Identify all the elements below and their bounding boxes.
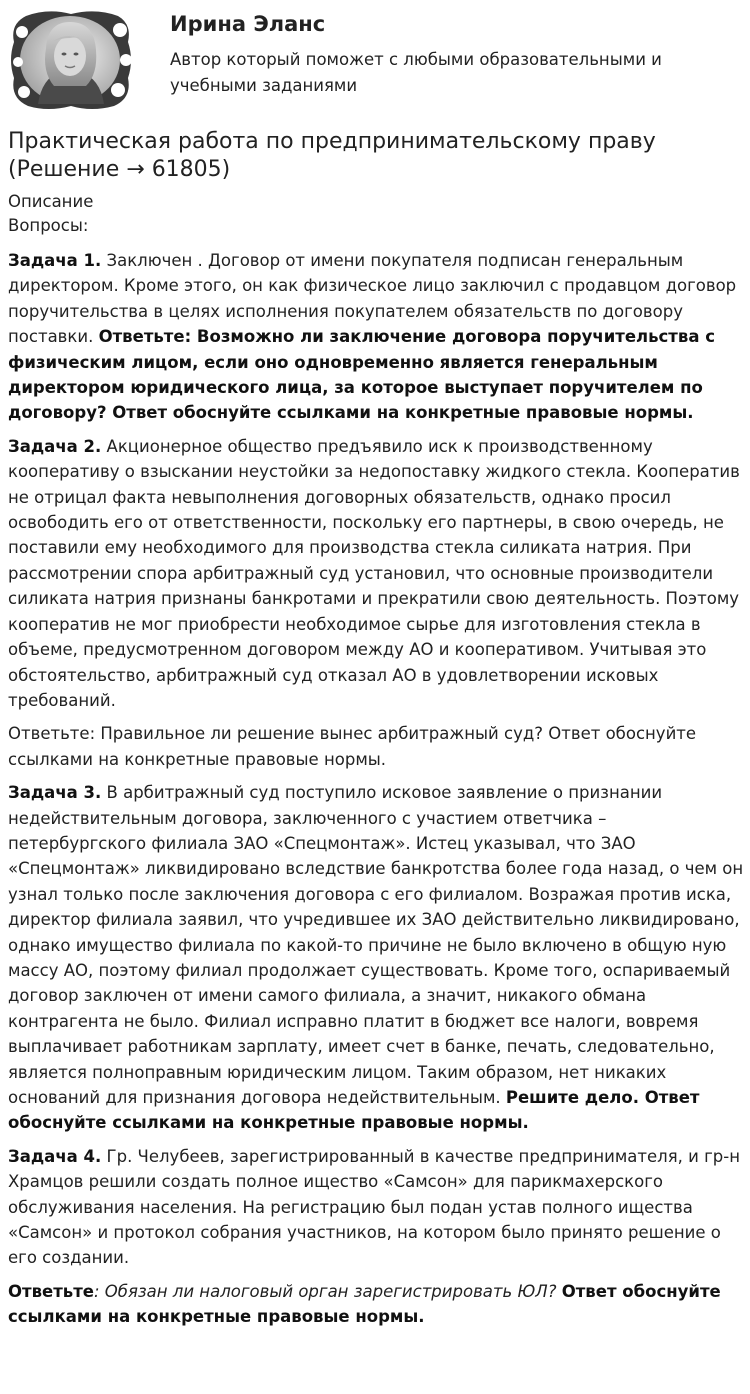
task-1-text: Заключен . Договор от имени покупателя подписан генеральным директором. Кроме этого, он как физическое лицо заключил с продавцом договор поручительства в целях исполнения покупателем обязательств по договору поставки. [8,251,737,347]
task-3 [8,780,744,1136]
task-2-question: Ответьте: Правильное ли решение вынес арбитражный суд? Ответ обоснуйте ссылками на конкретные правовые нормы. [8,724,697,769]
task-3-question: Решите дело. Ответ обоснуйте ссылками на конкретные правовые нормы. [8,1088,700,1133]
questions-label: Вопросы: [8,216,89,235]
task-4-text: Гр. Челубеев, зарегистрированный в качестве предпринимателя, и гр-н Храмцов решили создать полное ищество «Самсон» для парикмахерского обслуживания населения. На регистрацию был подан устав полного ищества «Самсон» и протокол собрания участников, на котором было принято решение о его создании. [8,1146,740,1268]
task-4-label: Задача 4. [8,1146,102,1166]
task-1-label: Задача 1. [8,251,102,270]
task-3-label: Задача 3. [8,783,102,803]
task-4-question-tail: Ответ обоснуйте ссылками на конкретные правовые нормы. [8,1281,721,1327]
task-1-question: Ответьте: Возможно ли заключение договора поручительства с физическим лицом, если оно одновременно является генеральным директором юридического лица, за которое выступает поручителем по договору? Ответ обоснуйте ссылками на конкретные правовые нормы. [8,327,715,423]
task-4 [8,1144,744,1271]
task-4-question-label: Ответьте [8,1281,94,1301]
task-4-question-italic: : Обязан ли налоговый орган зарегистрировать ЮЛ? [93,1281,562,1301]
document-title: Практическая работа по предпринимательскому праву (Решение → 61805) [8,129,656,182]
task-2 [8,434,744,713]
author-description: Автор который поможет с любыми образовательными и учебными заданиями [170,50,662,95]
author-name[interactable]: Ирина Эланс [170,12,326,36]
document-content [8,128,744,1330]
author-avatar[interactable] [8,8,134,112]
description-label: Описание [8,192,94,211]
task-2-label: Задача 2. [8,436,102,456]
task-4-question [8,1279,744,1330]
task-3-text: В арбитражный суд поступило исковое заявление о признании недействительным договора, заключенного с участием ответчика – петербургского филиала ЗАО «Спецмонтаж». Истец указывал, что ЗАО «Спецмонтаж» ликвидировано вследствие банкротства более года назад, о чем он узнал только после заключения договора с его филиалом. Возражая против иска, директор филиала заявил, что учредившее их ЗАО действительно ликвидировано, однако имущество филиала по какой-то причине не было включено в общую ную массу АО, поэтому филиал продолжает существовать. Кроме того, оспариваемый договор заключен от имени самого филиала, а значит, никакого обмана контрагента не было. Филиал исправно платит в бюджет все налоги, вовремя выплачивает работникам зарплату, имеет счет в банке, печать, следовательно, является полноправным юридическим лицом. Таким образом, нет никаких оснований для признания договора недействительным. [8,783,744,1107]
task-2-text: Акционерное общество предъявило иск к производственному кооперативу о взыскании неустойки за недопоставку жидкого стекла. Кооператив не отрицал факта невыполнения договорных обязательств, однако просил освободить его от ответственности, поскольку его партнеры, в свою очередь, не поставили ему необходимого для производства стекла силиката натрия. При рассмотрении спора арбитражный суд установил, что основные производители силиката натрия признаны банкротами и прекратили свою деятельность. Поэтому кооператив не мог приобрести необходимое сырье для изготовления стекла в объеме, предусмотренном договором между АО и кооперативом. Учитывая это обстоятельство, арбитражный суд отказал АО в удовлетворении исковых требований. [8,436,740,710]
task-1 [8,248,744,426]
author-block [6,4,746,116]
